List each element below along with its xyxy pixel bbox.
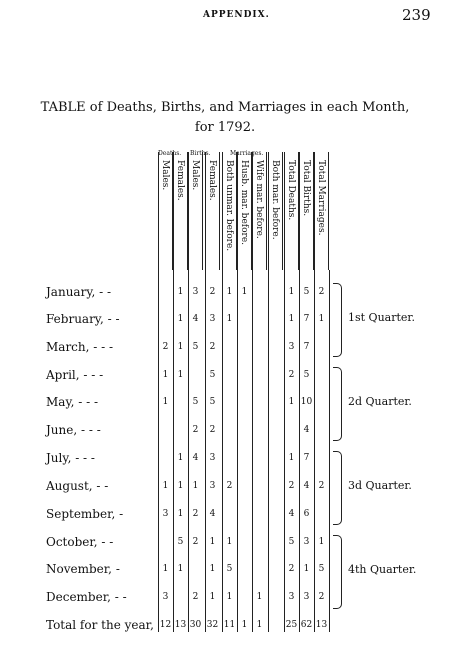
table-cell: 2: [192, 509, 199, 519]
table-title: TABLE of Deaths, Births, and Marriages in each Month,: [40, 100, 410, 115]
table-cell: 1: [303, 564, 310, 574]
column-header-text: Males.: [190, 160, 200, 191]
column-header: [237, 152, 252, 270]
column-header: [188, 152, 203, 270]
table-cell: 12: [159, 620, 172, 630]
table-cell: 4: [209, 509, 216, 519]
table-cell: 2: [318, 592, 325, 602]
column-header: [268, 152, 283, 270]
table-cell: 5: [318, 564, 325, 574]
column-header-text: Both unmar. before.: [224, 160, 234, 252]
table-cell: 5: [209, 397, 216, 407]
table-cell: 1: [288, 287, 295, 297]
table-cell: 1: [288, 314, 295, 324]
row-label: July, - - -: [46, 451, 95, 465]
table-cell: 1: [192, 481, 199, 491]
table-cell: 3: [303, 537, 310, 547]
table-cell: 4: [192, 453, 199, 463]
table-cell: 1: [318, 314, 325, 324]
table-cell: 3: [209, 453, 216, 463]
table-cell: 10: [300, 397, 313, 407]
table-cell: 3: [303, 592, 310, 602]
column-header: [158, 152, 173, 270]
column-header: [205, 152, 220, 270]
column-header-text: Wife mar. before.: [254, 160, 264, 239]
table-cell: 62: [300, 620, 313, 630]
table-cell: 2: [192, 425, 199, 435]
column-rule: [158, 270, 159, 632]
table-cell: 1: [256, 620, 263, 630]
table-cell: 2: [192, 537, 199, 547]
table-cell: 6: [303, 509, 310, 519]
table-cell: 1: [209, 564, 216, 574]
column-rule: [329, 270, 330, 632]
table-cell: 1: [177, 453, 184, 463]
table-cell: 1: [162, 481, 169, 491]
table-cell: 2: [318, 287, 325, 297]
row-label: December, - -: [46, 590, 127, 604]
row-label: October, - -: [46, 535, 114, 549]
table-cell: 3: [162, 509, 169, 519]
column-group-label: Deaths.: [158, 150, 182, 157]
table-cell: 1: [288, 397, 295, 407]
table-cell: 1: [318, 537, 325, 547]
running-title: APPENDIX.: [203, 10, 270, 20]
table-cell: 1: [177, 342, 184, 352]
table-cell: 1: [177, 314, 184, 324]
table-cell: 1: [177, 564, 184, 574]
row-label: January, - -: [46, 285, 112, 299]
table-cell: 5: [209, 370, 216, 380]
table-cell: 3: [192, 287, 199, 297]
row-label: Total for the year,: [46, 618, 154, 632]
column-rule: [314, 270, 315, 632]
table-cell: 2: [318, 481, 325, 491]
table-cell: 2: [209, 425, 216, 435]
table-cell: 13: [315, 620, 328, 630]
column-rule: [237, 270, 238, 632]
table-year: for 1792.: [194, 120, 256, 135]
table-cell: 2: [288, 370, 295, 380]
quarter-label: 4th Quarter.: [348, 563, 417, 576]
column-rule: [268, 270, 269, 632]
column-rule: [299, 270, 300, 632]
row-label: November, -: [46, 562, 120, 576]
column-rule: [173, 270, 174, 632]
table-cell: 2: [288, 481, 295, 491]
table-cell: 4: [303, 481, 310, 491]
table-cell: 7: [303, 453, 310, 463]
table-cell: 11: [223, 620, 236, 630]
row-label: August, - -: [46, 479, 109, 493]
table-cell: 1: [177, 509, 184, 519]
table-cell: 5: [303, 370, 310, 380]
quarter-brace: [333, 367, 342, 441]
row-label: February, - -: [46, 312, 120, 326]
table-cell: 5: [177, 537, 184, 547]
quarter-label: 2d Quarter.: [348, 395, 412, 408]
table-cell: 5: [226, 564, 233, 574]
table-cell: 5: [303, 287, 310, 297]
column-group-label: Births.: [190, 150, 211, 157]
row-label: June, - - -: [46, 423, 101, 437]
column-header-text: Husb. mar. before.: [239, 160, 249, 246]
table-cell: 1: [226, 592, 233, 602]
table-cell: 7: [303, 314, 310, 324]
table-cell: 30: [189, 620, 202, 630]
column-group-label: Marriages.: [230, 150, 264, 157]
row-label: March, - - -: [46, 340, 114, 354]
quarter-brace: [333, 535, 342, 609]
column-header: [222, 152, 237, 270]
table-cell: 4: [303, 425, 310, 435]
table-cell: 25: [285, 620, 298, 630]
column-rule: [252, 270, 253, 632]
table-cell: 3: [288, 592, 295, 602]
column-header-text: Females.: [175, 160, 185, 201]
table-cell: 1: [162, 564, 169, 574]
table-cell: 3: [209, 481, 216, 491]
quarter-brace: [333, 451, 342, 525]
row-label: September, -: [46, 507, 124, 521]
table-cell: 2: [162, 342, 169, 352]
table-cell: 2: [209, 287, 216, 297]
column-header-text: Total Births.: [301, 160, 311, 217]
table-cell: 1: [162, 370, 169, 380]
column-header: [173, 152, 188, 270]
column-rule: [188, 270, 189, 632]
table-cell: 1: [241, 287, 248, 297]
column-header-text: Females.: [207, 160, 217, 201]
table-cell: 1: [226, 314, 233, 324]
column-header-text: Total Deaths.: [286, 160, 296, 221]
column-rule: [284, 270, 285, 632]
quarter-label: 3d Quarter.: [348, 479, 412, 492]
table-cell: 4: [288, 509, 295, 519]
column-rule: [205, 270, 206, 632]
column-header: [252, 152, 267, 270]
table-cell: 3: [162, 592, 169, 602]
table-cell: 1: [177, 481, 184, 491]
table-cell: 1: [162, 397, 169, 407]
table-cell: 1: [226, 537, 233, 547]
table-cell: 1: [226, 287, 233, 297]
table-cell: 1: [177, 370, 184, 380]
table-cell: 1: [209, 592, 216, 602]
column-header: [314, 152, 329, 270]
column-header-text: Both mar. before.: [270, 160, 280, 240]
row-label: May, - - -: [46, 395, 99, 409]
table-cell: 1: [288, 453, 295, 463]
quarter-label: 1st Quarter.: [348, 311, 415, 324]
row-label: April, - - -: [46, 368, 104, 382]
table-cell: 3: [288, 342, 295, 352]
table-cell: 3: [209, 314, 216, 324]
table-cell: 5: [192, 397, 199, 407]
table-cell: 7: [303, 342, 310, 352]
column-header: [284, 152, 299, 270]
column-header: [299, 152, 314, 270]
table-cell: 1: [209, 537, 216, 547]
table-cell: 2: [288, 564, 295, 574]
table-cell: 4: [192, 314, 199, 324]
table-cell: 5: [192, 342, 199, 352]
table-cell: 1: [241, 620, 248, 630]
table-cell: 2: [209, 342, 216, 352]
table-cell: 2: [192, 592, 199, 602]
table-cell: 32: [206, 620, 219, 630]
table-cell: 13: [174, 620, 187, 630]
page-number: 239: [402, 6, 431, 24]
quarter-brace: [333, 283, 342, 357]
table-cell: 1: [177, 287, 184, 297]
table-cell: 2: [226, 481, 233, 491]
column-rule: [222, 270, 223, 632]
table-cell: 5: [288, 537, 295, 547]
table-cell: 1: [256, 592, 263, 602]
column-header-text: Males.: [160, 160, 170, 191]
column-header-text: Total Marriages.: [316, 160, 326, 236]
